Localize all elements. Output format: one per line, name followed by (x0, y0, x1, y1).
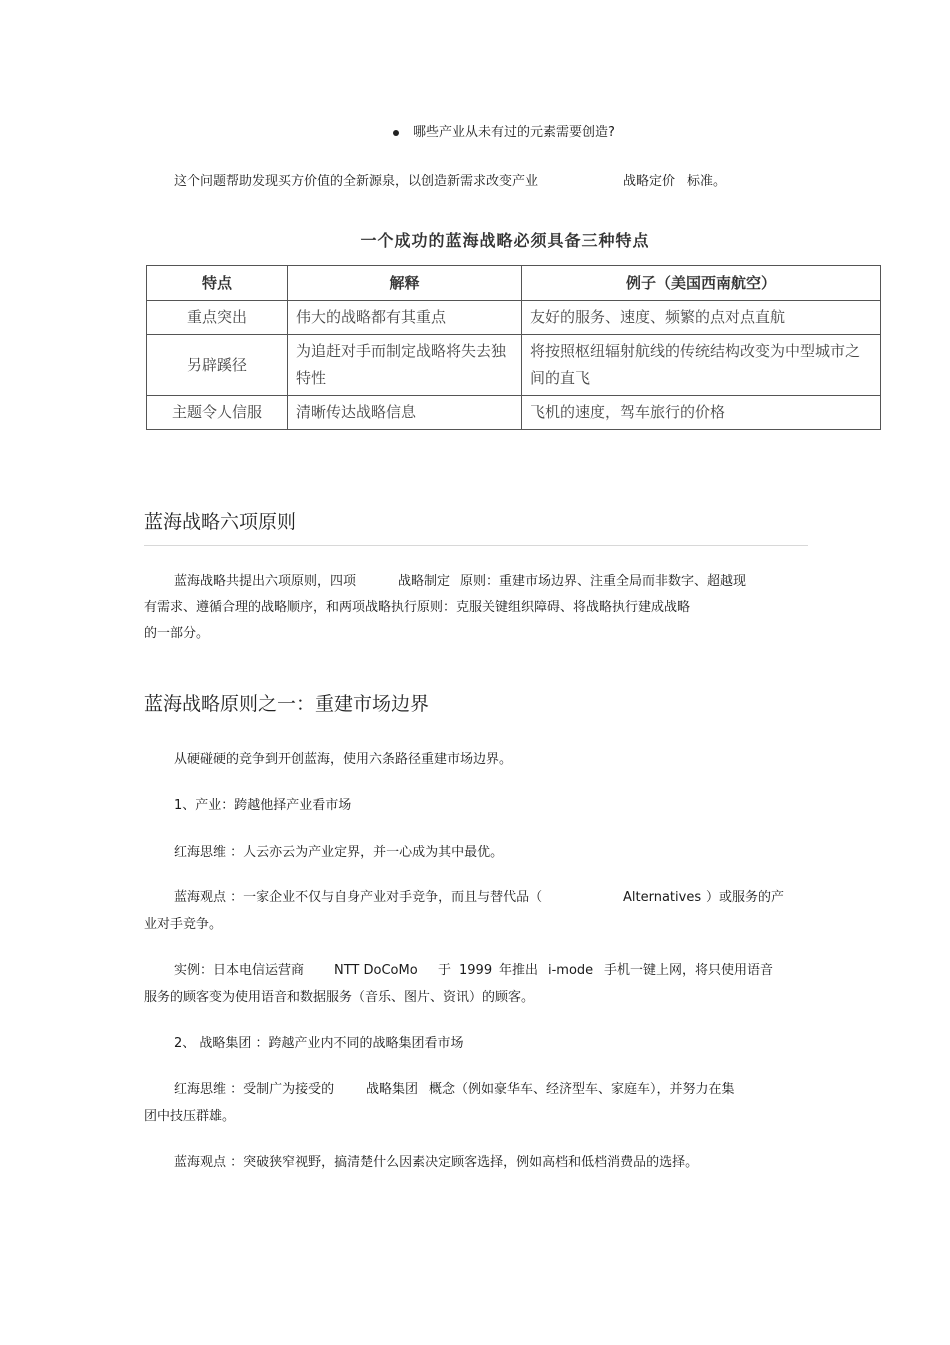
intro-text-part2: 战略定价 (623, 174, 676, 189)
paragraph: NTT DoCoMo (334, 963, 418, 978)
section-heading-six-principles: 蓝海战略六项原则 (144, 511, 297, 533)
paragraph: ）或服务的产 (706, 890, 785, 905)
paragraph: 于 (438, 963, 452, 978)
paragraph: 团中技压群雄。 (144, 1109, 236, 1124)
table-row (147, 396, 881, 430)
paragraph: 2、 战略集团 ：跨越产业内不同的战略集团看市场 (174, 1036, 464, 1051)
paragraph: 实例：日本电信运营商 (174, 963, 305, 978)
heading-divider (144, 545, 808, 546)
paragraph: 1、产业：跨越他择产业看市场 (174, 798, 352, 813)
paragraph: 服务的顾客变为使用语音和数据服务（音乐、图片、资讯）的顾客。 (144, 990, 535, 1005)
table-header-cell: 特点 (147, 266, 288, 301)
intro-text-part1: 这个问题帮助发现买方价值的全新源泉，以创造新需求改变产业 (174, 174, 539, 189)
table-header-row (147, 266, 881, 301)
section-heading-principle-one: 蓝海战略原则之一：重建市场边界 (144, 693, 430, 715)
bullet-dot (393, 130, 399, 136)
paragraph: 从硬碰硬的竞争到开创蓝海，使用六条路径重建市场边界。 (174, 752, 513, 767)
paragraph: 战略集团 (366, 1082, 419, 1097)
figure-title: 一个成功的蓝海战略必须具备三种特点 (360, 231, 650, 250)
paragraph: 蓝海观点 ：一家企业不仅与自身产业对手竞争，而且与替代品（ (174, 890, 543, 905)
paragraph: 业对手竞争。 (144, 917, 223, 932)
table-cell: 飞机的速度，驾车旅行的价格 (522, 396, 881, 430)
table-header-cell: 解释 (288, 266, 522, 301)
characteristics-table (146, 265, 881, 430)
paragraph: 红海思维 ：人云亦云为产业定界，并一心成为其中最优。 (174, 845, 504, 860)
paragraph: Alternatives (623, 890, 702, 905)
paragraph: 蓝海观点 ：突破狭窄视野，搞清楚什么因素决定顾客选择，例如高档和低档消费品的选择。 (174, 1155, 699, 1170)
table-header-cell: 例子（美国西南航空） (522, 266, 881, 301)
table-cell: 重点突出 (147, 301, 288, 335)
paragraph: 1999 (459, 963, 493, 978)
table-cell: 友好的服务、速度、频繁的点对点直航 (522, 301, 881, 335)
paragraph: 年推出 (499, 963, 539, 978)
paragraph-line: 战略制定 (398, 574, 451, 589)
table-cell: 另辟蹊径 (147, 335, 288, 396)
paragraph-line: 的一部分。 (144, 626, 210, 641)
table-row (147, 335, 881, 396)
table-cell: 伟大的战略都有其重点 (288, 301, 522, 335)
bullet-text: 哪些产业从未有过的元素需要创造? (413, 125, 615, 140)
paragraph-line: 有需求、遵循合理的战略顺序，和两项战略执行原则：克服关键组织障碍、将战略执行建成战略 (144, 600, 691, 615)
paragraph: 红海思维 ：受制广为接受的 (174, 1082, 335, 1097)
table-row (147, 301, 881, 335)
paragraph: 概念（例如豪华车、经济型车、家庭车），并努力在集 (429, 1082, 735, 1097)
intro-text-part3: 标准。 (687, 174, 727, 189)
paragraph-line: 蓝海战略共提出六项原则，四项 (174, 574, 357, 589)
paragraph: i-mode (548, 963, 594, 978)
table-cell: 主题令人信服 (147, 396, 288, 430)
paragraph-line: 原则：重建市场边界、注重全局而非数字、超越现 (460, 574, 747, 589)
table-cell: 为追赶对手而制定战略将失去独特性 (288, 335, 522, 396)
paragraph: 手机一键上网，将只使用语音 (604, 963, 774, 978)
table-cell: 清晰传达战略信息 (288, 396, 522, 430)
table-cell: 将按照枢纽辐射航线的传统结构改变为中型城市之间的直飞 (522, 335, 881, 396)
